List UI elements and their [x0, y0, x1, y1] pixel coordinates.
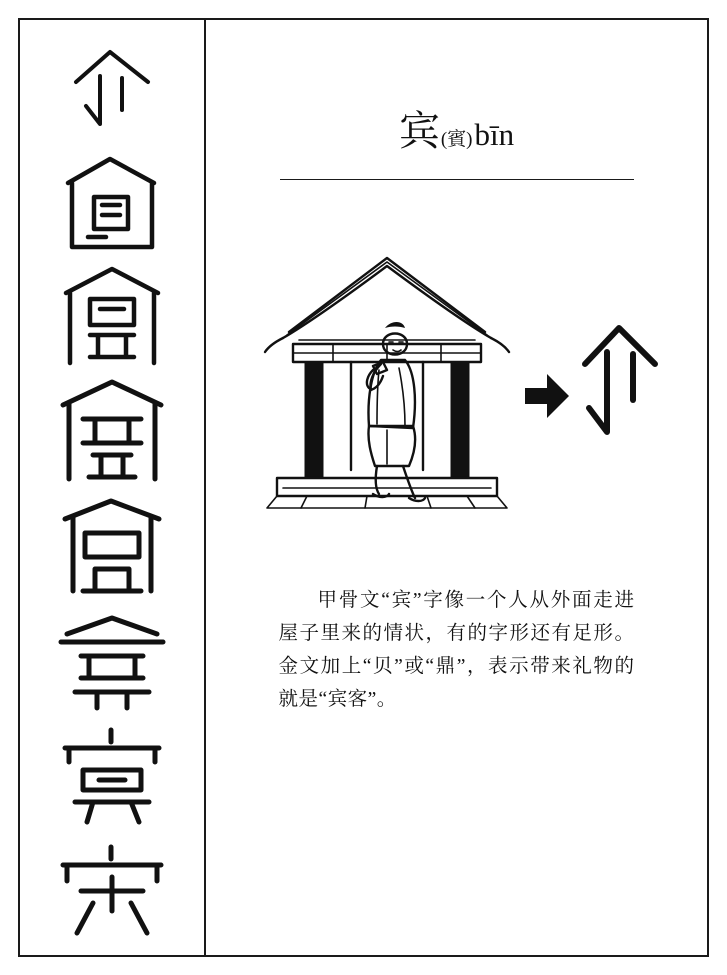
script-evolution-column [22, 22, 202, 953]
evolution-item-bronze-script-1 [37, 151, 187, 255]
headword-variant: (賓) [440, 129, 473, 150]
evolution-item-seal-script [37, 380, 187, 484]
evolution-item-clerical-script-1 [37, 495, 187, 599]
house-platform [267, 478, 507, 508]
evolution-item-bronze-script-2 [37, 265, 187, 369]
figure-person [366, 322, 424, 501]
evolution-item-oracle-bone-script [37, 36, 187, 140]
headword-character: 宾 [398, 108, 441, 154]
headword-pinyin: bīn [474, 117, 515, 152]
arrow-icon [525, 374, 569, 418]
evolution-item-clerical-script-2 [37, 610, 187, 714]
evolution-item-regular-script-simplified [37, 839, 187, 943]
headword-underline [280, 179, 634, 180]
house-roof [265, 258, 509, 352]
explanation-paragraph: 甲骨文“宾”字像一个人从外面走进屋子里来的情状，有的字形还有足形。金文加上“贝”或“鼎”，表示带来礼物的就是“宾客”。 [278, 590, 635, 710]
evolution-item-regular-script-traditional [37, 724, 187, 828]
headword [206, 98, 707, 157]
derived-glyph-oracle [585, 328, 655, 432]
entry-panel [206, 20, 707, 955]
pictograph-illustration [247, 240, 667, 540]
